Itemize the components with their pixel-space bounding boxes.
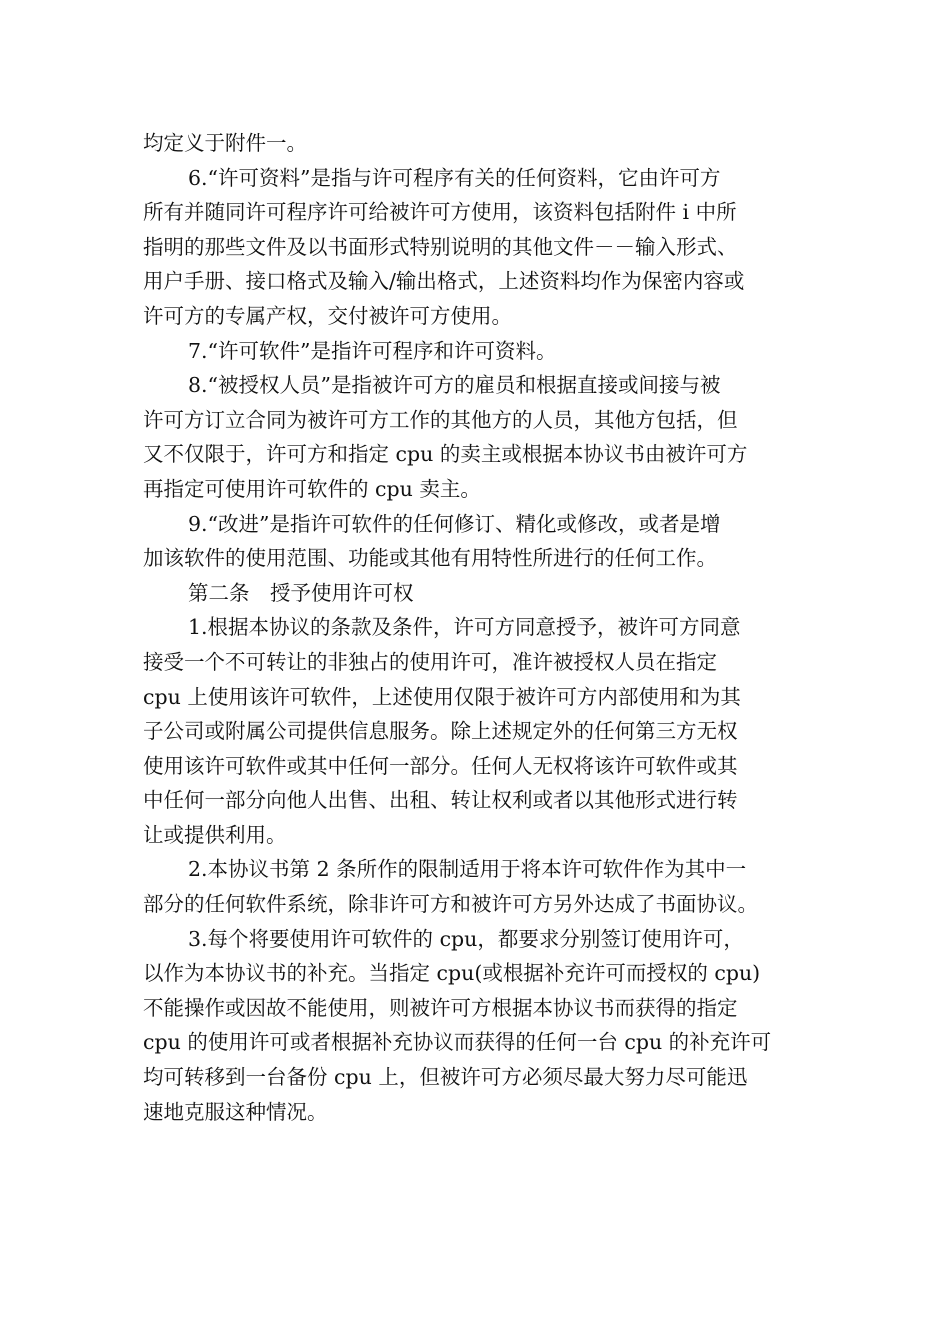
- text-line: 不能操作或因故不能使用，则被许可方根据本协议书而获得的指定: [143, 995, 738, 1020]
- article-2-clause-2-line: 2.本协议书第 2 条所作的限制适用于将本许可软件作为其中一: [188, 857, 747, 882]
- text-line: 均可转移到一台备份 cpu 上，但被许可方必须尽最大努力尽可能迅: [143, 1065, 748, 1090]
- clause-8-line: 8.“被授权人员”是指被许可方的雇员和根据直接或间接与被: [188, 373, 721, 398]
- text-line: 中任何一部分向他人出售、出租、转让权利或者以其他形式进行转: [143, 788, 738, 813]
- text-line: 接受一个不可转让的非独占的使用许可，准许被授权人员在指定: [143, 649, 717, 674]
- article-2-clause-3-line: 3.每个将要使用许可软件的 cpu，都要求分别签订使用许可，: [188, 926, 744, 951]
- text-line: 许可方的专属产权，交付被许可方使用。: [143, 303, 512, 328]
- text-line: cpu 上使用该许可软件，上述使用仅限于被许可方内部使用和为其: [143, 684, 741, 709]
- text-line: 许可方订立合同为被许可方工作的其他方的人员，其他方包括，但: [143, 407, 738, 432]
- text-line: 加该软件的使用范围、功能或其他有用特性所进行的任何工作。: [143, 546, 717, 571]
- document-body: [143, 126, 809, 1129]
- text-line: 部分的任何软件系统，除非许可方和被许可方另外达成了书面协议。: [143, 892, 758, 917]
- text-line: 指明的那些文件及以书面形式特别说明的其他文件－－输入形式、: [143, 234, 738, 259]
- text-line: 子公司或附属公司提供信息服务。除上述规定外的任何第三方无权: [143, 719, 738, 744]
- text-line: 以作为本协议书的补充。当指定 cpu(或根据补充许可而授权的 cpu): [143, 961, 761, 986]
- article-2-heading: 第二条 授予使用许可权: [188, 580, 414, 605]
- text-line: 再指定可使用许可软件的 cpu 卖主。: [143, 476, 481, 501]
- text-line: 速地克服这种情况。: [143, 1099, 328, 1124]
- clause-9-line: 9.“改进”是指许可软件的任何修订、精化或修改，或者是增: [188, 511, 721, 536]
- article-2-clause-1-line: 1.根据本协议的条款及条件，许可方同意授予，被许可方同意: [188, 615, 741, 640]
- clause-6-line: 6.“许可资料”是指与许可程序有关的任何资料，它由许可方: [188, 165, 721, 190]
- text-line: 又不仅限于，许可方和指定 cpu 的卖主或根据本协议书由被许可方: [143, 442, 748, 467]
- text-line: 所有并随同许可程序许可给被许可方使用，该资料包括附件 i 中所: [143, 200, 737, 225]
- text-line: 使用该许可软件或其中任何一部分。任何人无权将该许可软件或其: [143, 753, 738, 778]
- clause-7-line: 7.“许可软件”是指许可程序和许可资料。: [188, 338, 557, 363]
- text-line: 让或提供利用。: [143, 822, 287, 847]
- text-line: cpu 的使用许可或者根据补充协议而获得的任何一台 cpu 的补充许可: [143, 1030, 772, 1055]
- text-line: 用户手册、接口格式及输入/输出格式，上述资料均作为保密内容或: [143, 269, 745, 294]
- text-line: 均定义于附件一。: [143, 131, 307, 155]
